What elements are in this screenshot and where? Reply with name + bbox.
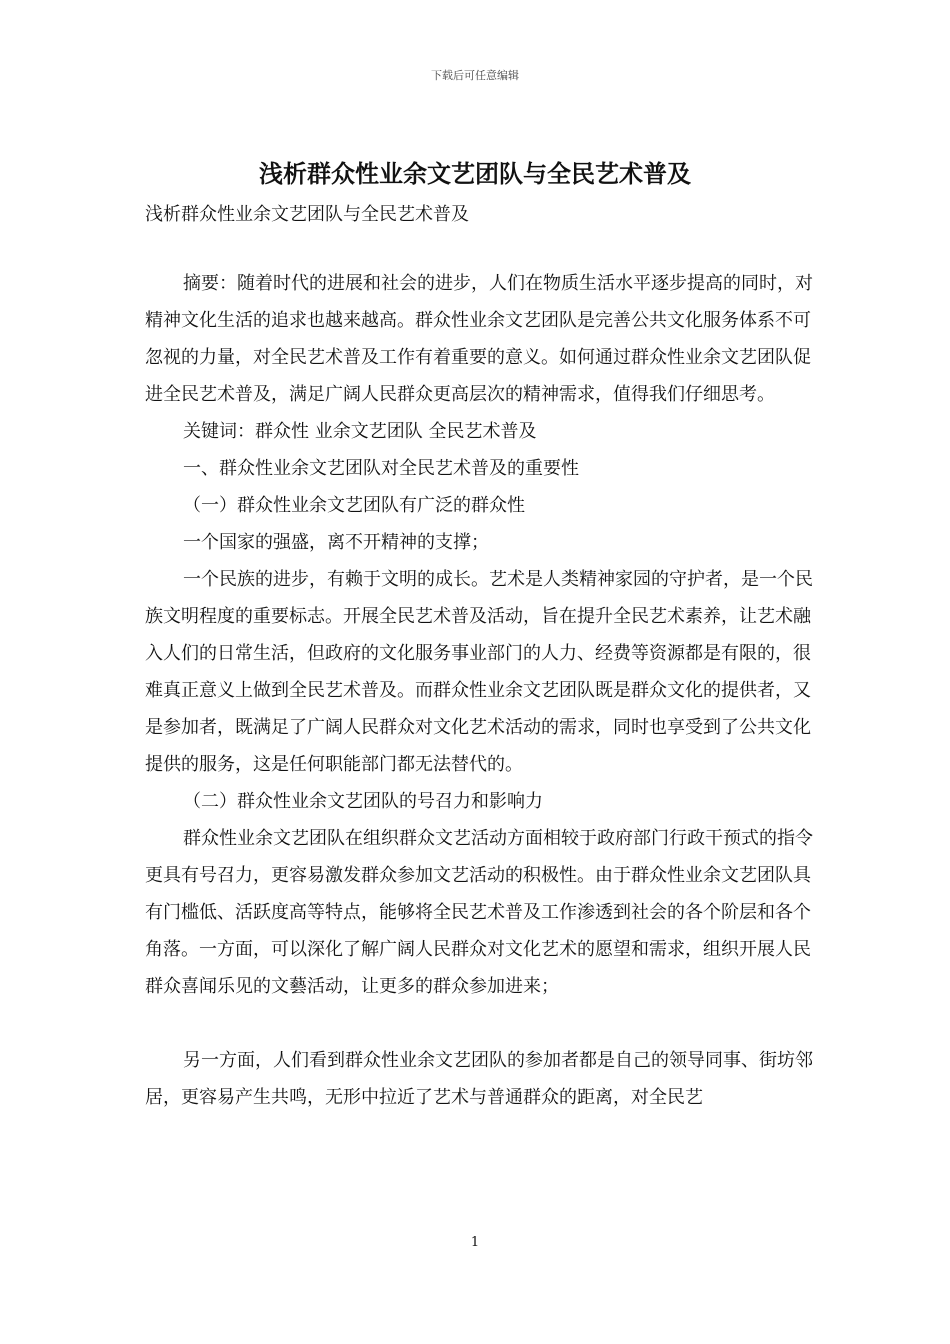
body-paragraph: 另一方面，人们看到群众性业余文艺团队的参加者都是自己的领导同事、街坊邻居，更容易产生共鸣，无形中拉近了艺术与普通群众的距离，对全民艺 [145,1050,813,1108]
body-paragraph: 一个国家的强盛，离不开精神的支撑； [183,532,489,553]
document-subtitle: 浅析群众性业余文艺团队与全民艺术普及 [145,204,469,225]
abstract-paragraph: 摘要：随着时代的进展和社会的进步，人们在物质生活水平逐步提高的同时，对精神文化生活的追求也越来越高。群众性业余文艺团队是完善公共文化服务体系不可忽视的力量，对全民艺术普及工作有着重要的意义。如何通过群众性业余文艺团队促进全民艺术普及，满足广阔人民群众更高层次的精神需求，值得我们仔细思考。 [145,273,813,405]
paragraph-gap [145,1005,815,1042]
keywords-line: 关键词：群众性 业余文艺团队 全民艺术普及 [183,421,537,442]
body-paragraph: 一个民族的进步，有赖于文明的成长。艺术是人类精神家园的守护者，是一个民族文明程度的重要标志。开展全民艺术普及活动，旨在提升全民艺术素养，让艺术融入人们的日常生活，但政府的文化服务事业部门的人力、经费等资源都是有限的，很难真正意义上做到全民艺术普及。而群众性业余文艺团队既是群众文化的提供者，又是参加者，既满足了广阔人民群众对文化艺术活动的需求，同时也享受到了公共文化提供的服务，这是任何职能部门都无法替代的。 [145,569,813,775]
body-paragraph: 群众性业余文艺团队在组织群众文艺活动方面相较于政府部门行政干预式的指令更具有号召力，更容易激发群众参加文艺活动的积极性。由于群众性业余文艺团队具有门槛低、活跃度高等特点，能够将全民艺术普及工作渗透到社会的各个阶层和各个角落。一方面，可以深化了解广阔人民群众对文化艺术的愿望和需求，组织开展人民群众喜闻乐见的文藝活动，让更多的群众参加进来； [145,828,813,997]
section-heading-1: 一、群众性业余文艺团队对全民艺术普及的重要性 [183,458,579,479]
subsection-heading-1: （一）群众性业余文艺团队有广泛的群众性 [183,495,525,516]
document-title: 浅析群众性业余文艺团队与全民艺术普及 [259,159,691,188]
document-body [145,265,815,1116]
subsection-heading-2: （二）群众性业余文艺团队的号召力和影响力 [183,791,543,812]
page-number: 1 [470,1235,480,1250]
header-note: 下载后可任意编辑 [431,69,519,82]
